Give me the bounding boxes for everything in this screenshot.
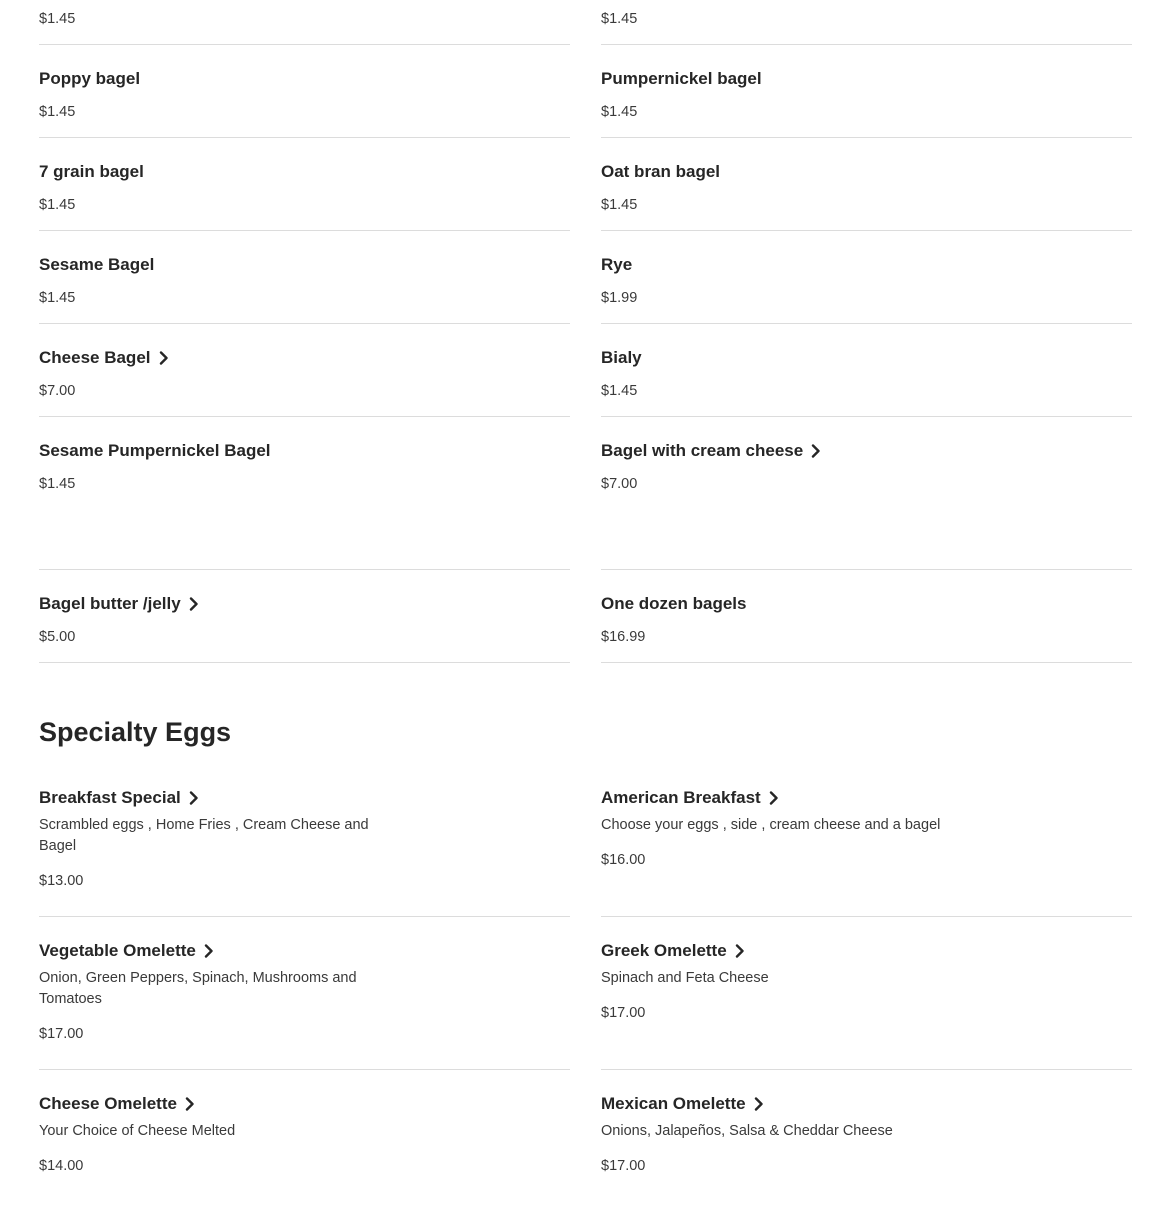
item-name: Sesame Bagel	[39, 255, 155, 274]
chevron-right-icon	[735, 944, 745, 958]
chevron-right-icon	[189, 791, 199, 805]
divider	[601, 662, 1132, 663]
menu-item[interactable]	[601, 68, 1132, 137]
menu-item[interactable]	[601, 593, 1132, 662]
item-name: Pumpernickel bagel	[601, 69, 762, 88]
item-name: Sesame Pumpernickel Bagel	[39, 441, 271, 460]
item-price: $1.45	[601, 197, 638, 213]
section-title: Specialty Eggs	[39, 717, 232, 747]
menu-item[interactable]	[39, 161, 570, 230]
item-price: $16.00	[601, 852, 646, 868]
item-price: $5.00	[39, 629, 76, 645]
chevron-right-icon	[185, 1097, 195, 1111]
menu-item[interactable]	[601, 787, 1132, 916]
item-description: Scrambled eggs , Home Fries , Cream Cheese and Bagel	[39, 817, 369, 854]
item-price: $14.00	[39, 1158, 84, 1174]
item-price: $1.99	[601, 290, 638, 306]
item-name: Cheese Omelette	[39, 1093, 195, 1115]
chevron-right-icon	[754, 1097, 764, 1111]
item-price: $1.45	[39, 104, 76, 120]
menu-item[interactable]	[601, 254, 1132, 323]
menu-item[interactable]	[39, 787, 570, 916]
item-name: 7 grain bagel	[39, 162, 144, 181]
item-description: Onion, Green Peppers, Spinach, Mushrooms and Tomatoes	[39, 970, 357, 1007]
item-name: One dozen bagels	[601, 594, 747, 613]
divider	[601, 230, 1132, 231]
chevron-right-icon	[769, 791, 779, 805]
item-description: Your Choice of Cheese Melted	[39, 1123, 236, 1139]
item-name: Cheese Bagel	[39, 347, 169, 369]
divider	[39, 569, 570, 570]
item-price: $7.00	[39, 383, 76, 399]
menu-item[interactable]	[39, 440, 570, 569]
menu-item[interactable]	[39, 254, 570, 323]
divider	[601, 569, 1132, 570]
chevron-right-icon	[811, 444, 821, 458]
divider	[39, 1069, 570, 1070]
item-price: $1.45	[39, 197, 76, 213]
item-description: Spinach and Feta Cheese	[601, 970, 769, 986]
menu-item-partial-left[interactable]	[39, 0, 570, 44]
item-price: $13.00	[39, 873, 84, 889]
item-name: Bagel butter /jelly	[39, 593, 199, 615]
divider	[39, 416, 570, 417]
item-name: Rye	[601, 255, 633, 274]
item-price: $1.45	[601, 383, 638, 399]
divider	[601, 323, 1132, 324]
item-name: Breakfast Special	[39, 787, 199, 809]
item-price: $1.45	[601, 104, 638, 120]
divider	[39, 44, 570, 45]
menu-item[interactable]	[39, 347, 570, 416]
chevron-right-icon	[159, 351, 169, 365]
divider	[601, 916, 1132, 917]
divider	[39, 916, 570, 917]
menu-item[interactable]	[601, 440, 1132, 569]
item-name: Mexican Omelette	[601, 1093, 764, 1115]
item-name: Poppy bagel	[39, 69, 141, 88]
menu-item[interactable]	[601, 161, 1132, 230]
item-price: $17.00	[39, 1026, 84, 1042]
item-name: Oat bran bagel	[601, 162, 721, 181]
item-price: $1.45	[39, 476, 76, 492]
menu-item[interactable]	[601, 347, 1132, 416]
divider	[39, 662, 570, 663]
menu-item[interactable]	[39, 593, 570, 662]
menu-item[interactable]	[39, 68, 570, 137]
item-name: Vegetable Omelette	[39, 940, 214, 962]
item-price: $17.00	[601, 1005, 646, 1021]
menu-item[interactable]	[39, 1093, 570, 1193]
chevron-right-icon	[189, 597, 199, 611]
menu-item[interactable]	[601, 1093, 1132, 1193]
menu-item[interactable]	[39, 940, 570, 1069]
item-price: $7.00	[601, 476, 638, 492]
divider	[601, 44, 1132, 45]
item-name: Bialy	[601, 348, 642, 367]
menu-item-partial-right[interactable]	[601, 0, 1132, 44]
chevron-right-icon	[204, 944, 214, 958]
item-description: Onions, Jalapeños, Salsa & Cheddar Cheese	[601, 1123, 893, 1139]
item-name: Bagel with cream cheese	[601, 440, 821, 462]
divider	[601, 416, 1132, 417]
item-name: Greek Omelette	[601, 940, 745, 962]
item-description: Choose your eggs , side , cream cheese and a bagel	[601, 817, 941, 833]
item-name: American Breakfast	[601, 787, 779, 809]
item-price: $16.99	[601, 629, 646, 645]
divider	[601, 137, 1132, 138]
divider	[39, 137, 570, 138]
item-price: $1.45	[39, 290, 76, 306]
divider	[39, 230, 570, 231]
item-price: $1.45	[39, 11, 76, 27]
item-price: $1.45	[601, 11, 638, 27]
divider	[601, 1069, 1132, 1070]
menu-item[interactable]	[601, 940, 1132, 1069]
divider	[39, 323, 570, 324]
item-price: $17.00	[601, 1158, 646, 1174]
